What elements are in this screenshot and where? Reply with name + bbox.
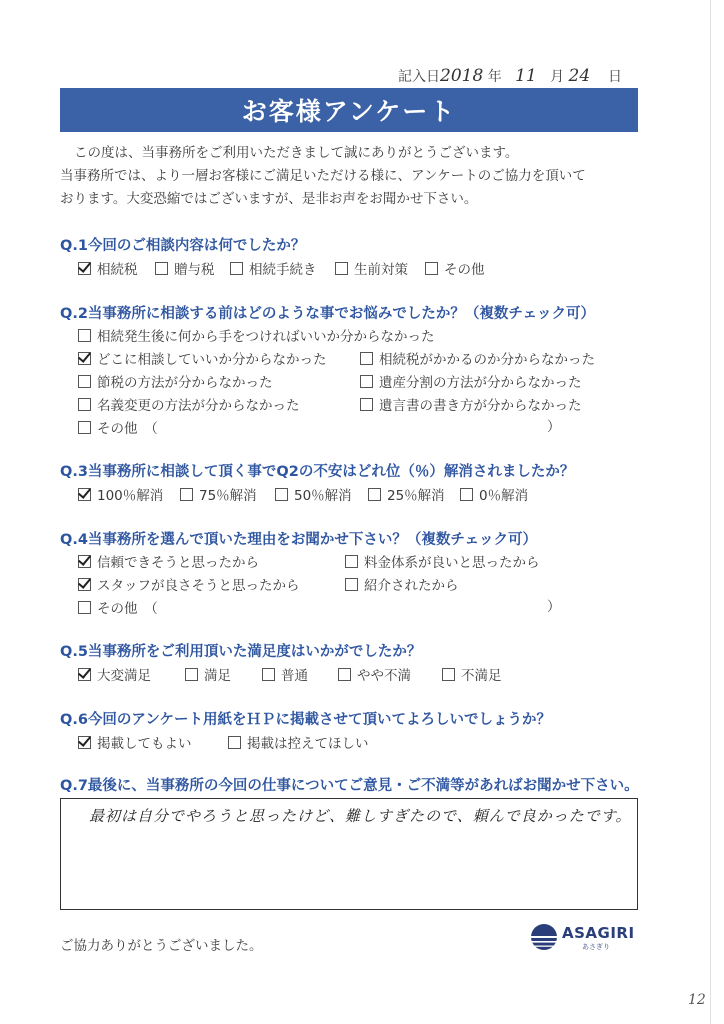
q2-option[interactable] [360,371,582,391]
checkbox[interactable] [360,352,373,365]
comment-answer: 最初は自分でやろうと思ったけど、難しすぎたので、頼んで良かったです。 [89,807,632,825]
checkbox-checked[interactable] [78,578,91,591]
q4-option[interactable] [345,574,459,594]
checkbox-checked[interactable] [78,736,91,749]
option-label: 100％解消 [97,488,164,504]
q1-option[interactable] [230,258,317,278]
page-number: 12 [688,992,706,1008]
q1-title: Q.1今回のご相談内容は何でしたか？ [60,238,306,254]
checkbox[interactable] [335,262,348,275]
q4-option-other[interactable] [78,597,158,617]
checkbox[interactable] [360,398,373,411]
option-label: やや不満 [357,668,411,684]
month-label: 月 [550,69,565,85]
option-label: その他 （ [97,421,158,437]
intro-text [60,142,640,211]
month-value: 11 [515,66,537,86]
logo-subtext: あさぎり [582,943,610,951]
q5-option[interactable] [442,664,502,684]
q3-option[interactable] [78,484,163,504]
option-label: 50％解消 [294,488,352,504]
entry-date [398,66,622,86]
survey-title-bar [60,88,638,132]
checkbox[interactable] [345,555,358,568]
option-label: 贈与税 [174,262,215,278]
closing-message: ご協力ありがとうございました。 [60,938,263,954]
q1-option[interactable] [425,258,485,278]
option-label: 掲載してもよい [97,736,192,752]
q4-option[interactable] [78,574,300,594]
q2-option[interactable] [78,348,327,368]
q1-option[interactable] [155,258,215,278]
day-label: 日 [607,69,622,85]
option-label: 生前対策 [354,262,408,278]
option-label: 0％解消 [479,488,529,504]
checkbox[interactable] [345,578,358,591]
checkbox-checked[interactable] [78,352,91,365]
q1-option[interactable] [335,258,408,278]
option-label: 相続税 [97,262,138,278]
q3-option[interactable] [275,484,352,504]
option-label: 満足 [204,668,231,684]
q5-option[interactable] [262,664,308,684]
option-label: 紹介されたから [364,578,459,594]
checkbox[interactable] [155,262,168,275]
checkbox-checked[interactable] [78,488,91,501]
checkbox-checked[interactable] [78,668,91,681]
checkbox[interactable] [78,375,91,388]
option-label: その他 （ [97,601,158,617]
option-label: 名義変更の方法が分からなかった [97,398,300,414]
q2-option[interactable] [360,394,582,414]
option-label: 25％解消 [387,488,445,504]
checkbox[interactable] [360,375,373,388]
checkbox[interactable] [425,262,438,275]
option-label: 不満足 [461,668,502,684]
year-value: 2018 [440,66,484,86]
option-label: 掲載は控えてほしい [247,736,369,752]
logo-text: ASAGIRI [562,924,635,942]
q2-title: Q.2当事務所に相談する前はどのような事でお悩みでしたか？（複数チェック可） [60,306,595,322]
checkbox[interactable] [78,329,91,342]
checkbox[interactable] [230,262,243,275]
option-label: 料金体系が良いと思ったから [364,555,540,571]
q5-option[interactable] [338,664,411,684]
q2-option[interactable] [360,348,595,368]
checkbox[interactable] [78,421,91,434]
checkbox[interactable] [262,668,275,681]
day-value: 24 [568,66,591,86]
comment-box[interactable] [60,798,638,910]
q4-option[interactable] [345,551,540,571]
checkbox[interactable] [338,668,351,681]
checkbox[interactable] [442,668,455,681]
option-label: 節税の方法が分からなかった [97,375,273,391]
intro-line: おります。大変恐縮ではございますが、是非お声をお聞かせ下さい。 [60,191,478,207]
date-prefix: 記入日 [398,69,440,85]
q3-option[interactable] [180,484,257,504]
checkbox[interactable] [78,398,91,411]
checkbox-checked[interactable] [78,555,91,568]
q2-option[interactable] [78,325,435,345]
option-label: 遺言書の書き方が分からなかった [379,398,582,414]
checkbox[interactable] [185,668,198,681]
q2-option-other[interactable] [78,417,158,437]
q5-title: Q.5当事務所をご利用頂いた満足度はいかがでしたか？ [60,644,422,660]
paren-close: ） [547,599,561,615]
intro-line: 当事務所では、より一層お客様にご満足いただける様に、アンケートのご協力を頂いて [60,168,586,184]
q5-option[interactable] [78,664,151,684]
q4-option[interactable] [78,551,259,571]
checkbox[interactable] [460,488,473,501]
option-label: 相続税がかかるのか分からなかった [379,352,595,368]
checkbox[interactable] [180,488,193,501]
q6-title: Q.6今回のアンケート用紙をＨＰに掲載させて頂いてよろしいでしょうか？ [60,712,552,728]
checkbox[interactable] [275,488,288,501]
q1-option[interactable] [78,258,138,278]
q6-option[interactable] [78,732,192,752]
year-label: 年 [487,69,502,85]
q5-option[interactable] [185,664,231,684]
survey-title: お客様アンケート [241,97,457,126]
q6-option[interactable] [228,732,369,752]
checkbox-checked[interactable] [78,262,91,275]
checkbox[interactable] [228,736,241,749]
asagiri-logo [530,918,635,958]
option-label: どこに相談していいか分からなかった [97,352,327,368]
intro-line: この度は、当事務所をご利用いただきまして誠にありがとうございます。 [74,145,519,161]
option-label: 普通 [281,668,308,684]
q3-title: Q.3当事務所に相談して頂く事でQ2の不安はどれ位（％）解消されましたか？ [60,464,575,480]
q4-title: Q.4当事務所を選んで頂いた理由をお聞かせ下さい？（複数チェック可） [60,532,537,548]
checkbox[interactable] [78,601,91,614]
checkbox[interactable] [368,488,381,501]
option-label: その他 [444,262,485,278]
option-label: 相続発生後に何から手をつければいいか分からなかった [97,329,435,345]
q3-option[interactable] [368,484,445,504]
page-edge [710,0,711,1024]
q2-option[interactable] [78,394,300,414]
q7-title: Q.7最後に、当事務所の今回の仕事についてご意見・ご不満等があればお聞かせ下さい。 [60,778,639,794]
q3-option[interactable] [460,484,528,504]
option-label: 75％解消 [199,488,257,504]
q2-option[interactable] [78,371,273,391]
paren-close: ） [547,419,561,435]
option-label: 相続手続き [249,262,317,278]
option-label: 大変満足 [97,668,151,684]
option-label: 遺産分割の方法が分からなかった [379,375,582,391]
option-label: 信頼できそうと思ったから [97,555,259,571]
sunrise-icon [530,922,562,954]
option-label: スタッフが良さそうと思ったから [97,578,300,594]
